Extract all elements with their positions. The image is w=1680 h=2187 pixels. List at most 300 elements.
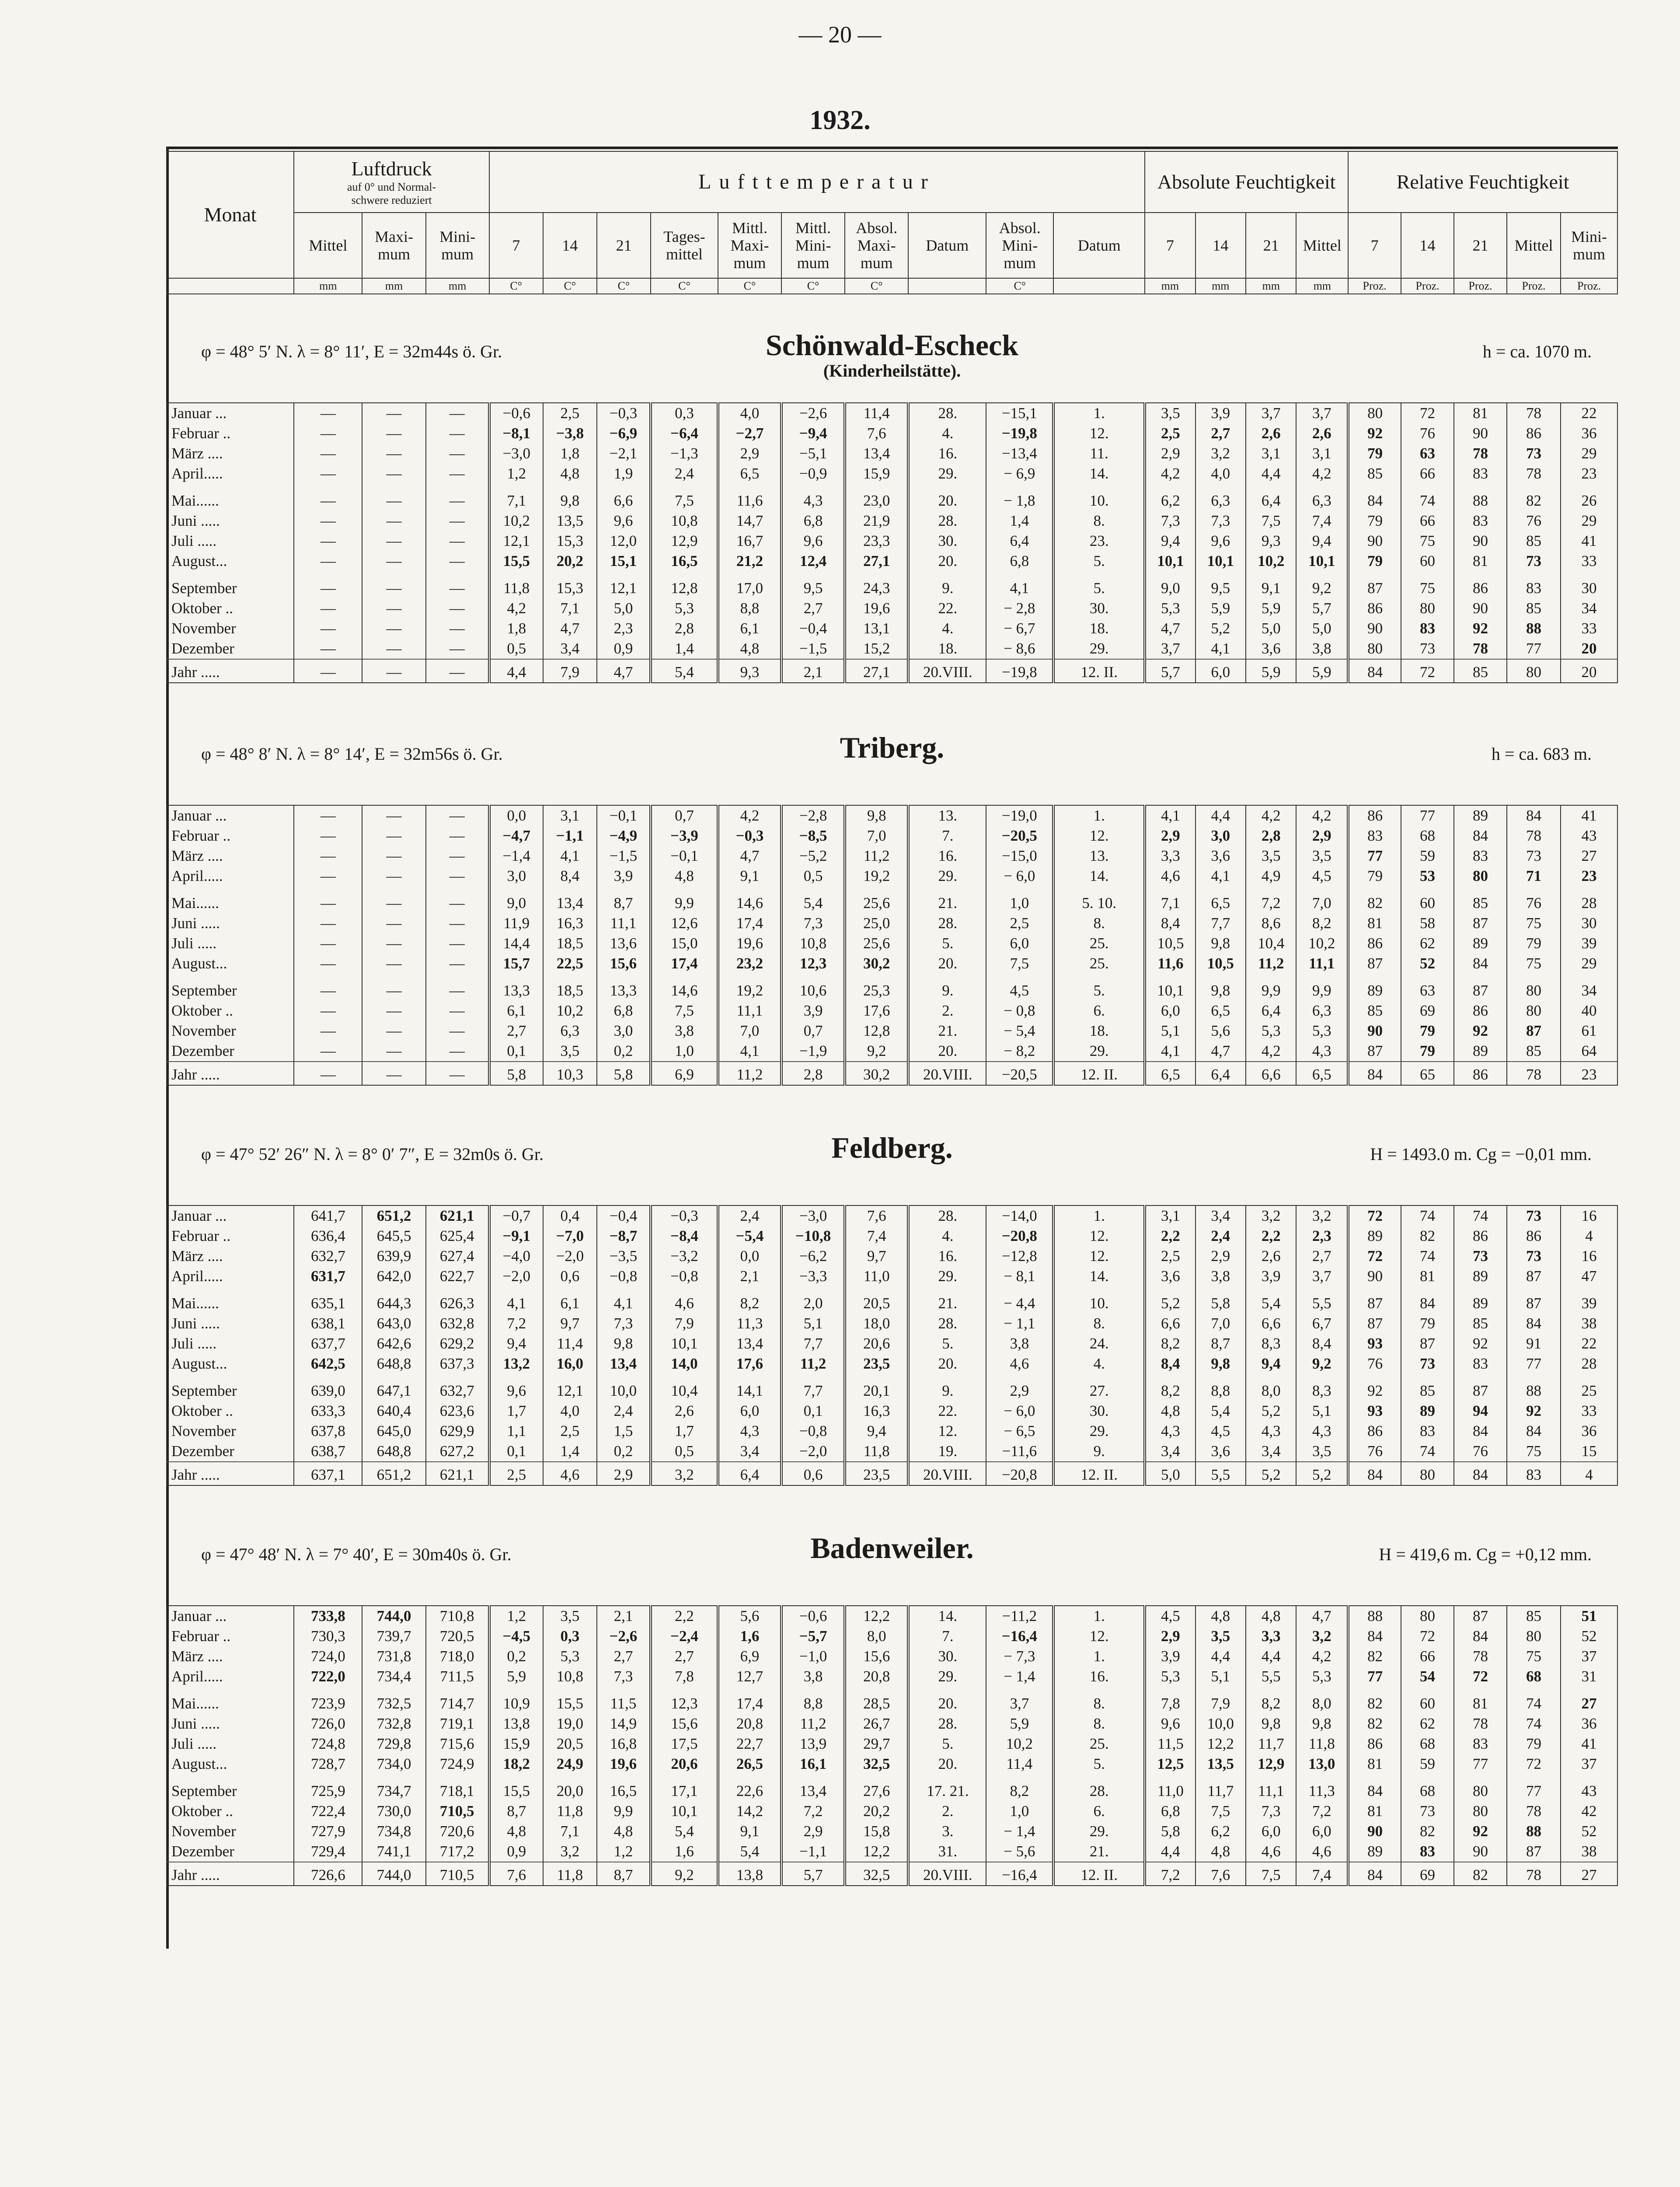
table-cell: 20,6 (845, 1334, 908, 1354)
month-cell: März .... (167, 444, 294, 464)
table-cell: 5,0 (597, 598, 651, 618)
table-cell: 87 (1454, 1374, 1507, 1401)
table-cell: 13,9 (781, 1734, 845, 1754)
table-cell: 16,8 (597, 1734, 651, 1754)
table-cell: 66 (1401, 464, 1454, 484)
table-cell: 4,0 (1196, 464, 1246, 484)
table-cell: 14,2 (718, 1801, 781, 1821)
table-cell: 1,4 (651, 639, 718, 659)
table-cell: −2,0 (489, 1266, 543, 1286)
table-cell: 725,9 (294, 1774, 362, 1801)
table-cell: − 1,4 (986, 1821, 1053, 1841)
table-cell: 9,6 (1145, 1714, 1195, 1734)
table-cell: 87 (1348, 571, 1401, 598)
table-cell: 2,3 (1296, 1226, 1348, 1246)
table-cell: 82 (1348, 1687, 1401, 1714)
table-cell: 0,5 (781, 866, 845, 886)
month-cell: Januar ... (167, 1606, 294, 1626)
table-row (167, 954, 1617, 974)
table-cell: 7,9 (543, 659, 597, 683)
table-cell: 8. (1053, 1314, 1145, 1334)
table-cell: 6,4 (1246, 484, 1296, 511)
table-cell: 15,2 (845, 639, 908, 659)
table-cell: 9,2 (845, 1041, 908, 1062)
table-cell: 15,5 (489, 1774, 543, 1801)
table-cell: — (362, 866, 425, 886)
unit-cell: mm (1296, 278, 1348, 294)
table-cell: 2,9 (986, 1374, 1053, 1401)
table-cell: 29. (908, 866, 986, 886)
table-cell: — (362, 1062, 425, 1085)
table-cell: 13,4 (845, 444, 908, 464)
table-cell: 1,6 (718, 1626, 781, 1646)
table-cell: 3,1 (1296, 444, 1348, 464)
unit-cell: mm (362, 278, 425, 294)
table-cell: 79 (1401, 1021, 1454, 1041)
table-cell: 7,6 (1196, 1862, 1246, 1886)
month-cell: Juni ..... (167, 511, 294, 531)
table-cell: 3,4 (718, 1441, 781, 1462)
table-cell: — (426, 571, 489, 598)
table-cell: 9. (908, 1374, 986, 1401)
table-cell: 3,3 (1246, 1626, 1296, 1646)
table-cell: 5,4 (651, 659, 718, 683)
table-cell: 1,0 (986, 886, 1053, 913)
table-cell: −0,6 (489, 403, 543, 423)
table-cell: 0,7 (781, 1021, 845, 1041)
table-cell: 20. (908, 551, 986, 571)
table-cell: 6,1 (718, 618, 781, 639)
table-cell: −14,0 (986, 1205, 1053, 1226)
table-cell: 2,8 (651, 618, 718, 639)
table-cell: 28. (908, 913, 986, 933)
table-cell: 14,6 (718, 886, 781, 913)
table-cell: 4,8 (1196, 1606, 1246, 1626)
table-cell: 9,9 (1296, 974, 1348, 1001)
table-cell: 4,6 (1145, 866, 1195, 886)
table-cell: 5,2 (1246, 1462, 1296, 1485)
table-cell: 3,4 (1196, 1205, 1246, 1226)
table-cell: 84 (1507, 1314, 1561, 1334)
table-cell: 0,0 (718, 1246, 781, 1266)
table-cell: 3,0 (1196, 826, 1246, 846)
table-cell: — (294, 571, 362, 598)
table-cell: 8,2 (718, 1286, 781, 1314)
table-cell: 3,7 (986, 1687, 1053, 1714)
table-cell: 3,6 (1196, 846, 1246, 866)
table-cell: −19,0 (986, 805, 1053, 826)
table-row (167, 826, 1617, 846)
table-cell: 78 (1507, 403, 1561, 423)
table-cell: 5,4 (781, 886, 845, 913)
table-cell: 87 (1507, 1286, 1561, 1314)
table-cell: 85 (1454, 1314, 1507, 1334)
table-row (167, 1462, 1617, 1485)
table-cell: −0,3 (718, 826, 781, 846)
month-cell: Jahr ..... (167, 659, 294, 683)
table-cell: 90 (1454, 598, 1507, 618)
table-cell: 730,3 (294, 1626, 362, 1646)
table-cell: 17,5 (651, 1734, 718, 1754)
table-cell: 642,0 (362, 1266, 425, 1286)
table-cell: 86 (1507, 1226, 1561, 1246)
table-cell: 25. (1053, 954, 1145, 974)
table-cell: 1,4 (543, 1441, 597, 1462)
table-cell: 87 (1401, 1334, 1454, 1354)
table-cell: −16,4 (986, 1862, 1053, 1886)
table-cell: 4,2 (1296, 464, 1348, 484)
col-temp-7: 7 (489, 213, 543, 278)
table-cell: 83 (1401, 1421, 1454, 1441)
table-cell: 4,3 (1246, 1421, 1296, 1441)
table-cell: 15,6 (597, 954, 651, 974)
month-cell: Mai...... (167, 1687, 294, 1714)
table-cell: 36 (1561, 1421, 1617, 1441)
table-cell: 651,2 (362, 1462, 425, 1485)
table-cell: 3,8 (1196, 1266, 1246, 1286)
table-cell: — (426, 444, 489, 464)
table-cell: 28,5 (845, 1687, 908, 1714)
table-cell: 78 (1454, 444, 1507, 464)
table-cell: 3,5 (1296, 846, 1348, 866)
table-cell: 29. (1053, 1041, 1145, 1062)
table-cell: 623,6 (426, 1401, 489, 1421)
table-cell: 18,5 (543, 933, 597, 954)
table-cell: — (294, 1041, 362, 1062)
table-cell: 5,9 (1296, 659, 1348, 683)
table-cell: 84 (1348, 1626, 1401, 1646)
table-cell: 734,7 (362, 1774, 425, 1801)
table-row (167, 1774, 1617, 1801)
table-cell: 10,0 (1196, 1714, 1246, 1734)
table-cell: 84 (1348, 1062, 1401, 1085)
table-cell: 10,2 (543, 1001, 597, 1021)
table-cell: 28. (908, 1714, 986, 1734)
table-cell: 72 (1401, 1626, 1454, 1646)
table-cell: −11,6 (986, 1441, 1053, 1462)
table-cell: 14,1 (718, 1374, 781, 1401)
table-cell: 6,0 (1196, 659, 1246, 683)
table-cell: 9,1 (1246, 571, 1296, 598)
table-cell: 9,0 (1145, 571, 1195, 598)
table-cell: 11,3 (718, 1314, 781, 1334)
col-datum-min: Datum (1053, 213, 1145, 278)
table-cell: 642,6 (362, 1334, 425, 1354)
table-cell: — (426, 618, 489, 639)
table-cell: 10,1 (1296, 551, 1348, 571)
table-cell: −0,3 (597, 403, 651, 423)
col-abs-21: 21 (1246, 213, 1296, 278)
table-cell: — (426, 598, 489, 618)
table-cell: 90 (1348, 531, 1401, 551)
table-cell: 6,2 (1196, 1821, 1246, 1841)
table-cell: 5,4 (651, 1821, 718, 1841)
table-cell: −3,8 (543, 423, 597, 444)
station-header (166, 726, 1618, 774)
table-cell: 732,5 (362, 1687, 425, 1714)
table-cell: 3,8 (1296, 639, 1348, 659)
table-cell: 5,4 (1246, 1286, 1296, 1314)
table-cell: 4,9 (1246, 866, 1296, 886)
table-cell: 2,1 (718, 1266, 781, 1286)
table-cell: 8,7 (597, 886, 651, 913)
table-cell: 3,9 (1246, 1266, 1296, 1286)
table-cell: — (362, 598, 425, 618)
table-cell: 7,7 (1196, 913, 1246, 933)
table-cell: 12. (1053, 826, 1145, 846)
table-cell: 89 (1454, 805, 1507, 826)
table-cell: 2,7 (1196, 423, 1246, 444)
table-cell: 20.VIII. (908, 1862, 986, 1886)
table-cell: 10,1 (651, 1334, 718, 1354)
table-cell: 11,2 (1246, 954, 1296, 974)
table-cell: 0,2 (597, 1441, 651, 1462)
table-cell: 723,9 (294, 1687, 362, 1714)
table-row (167, 659, 1617, 683)
table-cell: 4,3 (1296, 1041, 1348, 1062)
table-cell: 60 (1401, 551, 1454, 571)
table-cell: 20. (908, 484, 986, 511)
table-cell: 74 (1401, 1205, 1454, 1226)
table-cell: 86 (1348, 1734, 1401, 1754)
table-cell: 12,1 (489, 531, 543, 551)
table-row (167, 805, 1617, 826)
table-cell: −10,8 (781, 1226, 845, 1246)
col-mittl-maximum: Mittl. Maxi-mum (718, 213, 781, 278)
table-cell: 33 (1561, 618, 1617, 639)
table-cell: 15,9 (489, 1734, 543, 1754)
table-cell: 13,1 (845, 618, 908, 639)
table-cell: 4,6 (1296, 1841, 1348, 1862)
table-cell: 640,4 (362, 1401, 425, 1421)
table-cell: −0,7 (489, 1205, 543, 1226)
table-cell: 724,8 (294, 1734, 362, 1754)
table-cell: 5,3 (1145, 1666, 1195, 1687)
table-cell: 7,2 (1145, 1862, 1195, 1886)
month-cell: Januar ... (167, 403, 294, 423)
table-row (167, 1286, 1617, 1314)
table-cell: 11,8 (1296, 1734, 1348, 1754)
table-cell: 60 (1401, 886, 1454, 913)
table-cell: 10,9 (489, 1687, 543, 1714)
table-cell: 3,6 (1145, 1266, 1195, 1286)
table-cell: − 6,0 (986, 866, 1053, 886)
table-cell: − 6,0 (986, 1401, 1053, 1421)
table-row (167, 866, 1617, 886)
table-cell: −4,5 (489, 1626, 543, 1646)
col-rel-14: 14 (1401, 213, 1454, 278)
table-cell: 636,4 (294, 1226, 362, 1246)
table-cell: 13,4 (597, 1354, 651, 1374)
table-cell: 59 (1401, 846, 1454, 866)
table-cell: 73 (1507, 1205, 1561, 1226)
table-cell: — (426, 551, 489, 571)
table-cell: 6,5 (718, 464, 781, 484)
col-mittl-minimum: Mittl. Mini-mum (781, 213, 845, 278)
table-cell: −20,8 (986, 1462, 1053, 1485)
table-cell: 6. (1053, 1001, 1145, 1021)
table-cell: 13,3 (597, 974, 651, 1001)
table-cell: — (362, 846, 425, 866)
table-cell: — (426, 826, 489, 846)
unit-cell (1053, 278, 1145, 294)
table-cell: 6,8 (781, 511, 845, 531)
table-cell: − 6,9 (986, 464, 1053, 484)
table-cell: 5,5 (1296, 1286, 1348, 1314)
table-cell: 10,8 (781, 933, 845, 954)
table-cell: 68 (1507, 1666, 1561, 1687)
month-cell: November (167, 618, 294, 639)
table-cell: 9,4 (845, 1421, 908, 1441)
table-cell: 8. (1053, 913, 1145, 933)
table-row (167, 1021, 1617, 1041)
table-cell: — (426, 659, 489, 683)
table-cell: 3,1 (543, 805, 597, 826)
table-cell: 732,8 (362, 1714, 425, 1734)
table-cell: 734,4 (362, 1666, 425, 1687)
table-cell: 18. (1053, 618, 1145, 639)
table-cell: 79 (1401, 1314, 1454, 1334)
table-cell: 720,6 (426, 1821, 489, 1841)
table-cell: 0,2 (489, 1646, 543, 1666)
table-cell: 12. II. (1053, 1462, 1145, 1485)
table-cell: 17. 21. (908, 1774, 986, 1801)
month-cell: August... (167, 954, 294, 974)
table-cell: 84 (1348, 659, 1401, 683)
table-cell: 13,5 (1196, 1754, 1246, 1774)
table-cell: 3,6 (1246, 639, 1296, 659)
table-cell: 14. (908, 1606, 986, 1626)
table-cell: 730,0 (362, 1801, 425, 1821)
table-cell: 23,3 (845, 531, 908, 551)
table-cell: 4,8 (651, 866, 718, 886)
table-cell: — (294, 403, 362, 423)
table-row (167, 511, 1617, 531)
table-cell: 73 (1507, 1246, 1561, 1266)
table-cell: 2,9 (1145, 1626, 1195, 1646)
table-cell: 9. (908, 974, 986, 1001)
table-cell: 4,8 (1246, 1606, 1296, 1626)
table-cell: 728,7 (294, 1754, 362, 1774)
table-cell: 6,6 (1246, 1314, 1296, 1334)
table-cell: 83 (1348, 826, 1401, 846)
table-cell: 85 (1401, 1374, 1454, 1401)
table-cell: — (362, 618, 425, 639)
table-cell: 80 (1401, 1606, 1454, 1626)
table-cell: 89 (1454, 1286, 1507, 1314)
table-cell: — (426, 974, 489, 1001)
table-cell: −9,4 (781, 423, 845, 444)
table-cell: 10,1 (1145, 551, 1195, 571)
table-cell: 5. (1053, 974, 1145, 1001)
table-cell: −2,6 (597, 1626, 651, 1646)
table-cell: 11,1 (1246, 1774, 1296, 1801)
table-cell: 23. (1053, 531, 1145, 551)
table-cell: −20,8 (986, 1226, 1053, 1246)
table-cell: — (294, 639, 362, 659)
table-cell: 4,8 (489, 1821, 543, 1841)
table-cell: — (294, 826, 362, 846)
table-cell: 3,1 (1145, 1205, 1195, 1226)
table-cell: 5,6 (1196, 1021, 1246, 1041)
table-cell: 10,2 (986, 1734, 1053, 1754)
table-cell: 9,8 (1246, 1714, 1296, 1734)
table-cell: 5. (1053, 1754, 1145, 1774)
table-cell: −8,5 (781, 826, 845, 846)
table-cell: 729,8 (362, 1734, 425, 1754)
table-cell: 19,6 (845, 598, 908, 618)
table-row (167, 1226, 1617, 1246)
table-cell: 7,7 (781, 1334, 845, 1354)
table-cell: 9,9 (597, 1801, 651, 1821)
table-cell: 10,1 (1196, 551, 1246, 571)
table-cell: 5,1 (1196, 1666, 1246, 1687)
col-abs-7: 7 (1145, 213, 1195, 278)
table-cell: 23,5 (845, 1354, 908, 1374)
table-cell: −8,7 (597, 1226, 651, 1246)
table-row (167, 484, 1617, 511)
month-cell: Juli ..... (167, 1734, 294, 1754)
table-cell: 74 (1401, 1441, 1454, 1462)
table-cell: 89 (1454, 933, 1507, 954)
table-cell: −3,0 (489, 444, 543, 464)
table-cell: 4. (908, 618, 986, 639)
table-cell: −1,5 (781, 639, 845, 659)
station-coordinates: φ = 47° 52′ 26″ N. λ = 8° 0′ 7″, E = 32m0s ö. Gr. (201, 1144, 544, 1164)
unit-cell: mm (294, 278, 362, 294)
table-row (167, 531, 1617, 551)
month-cell: März .... (167, 1646, 294, 1666)
table-cell: 7,0 (718, 1021, 781, 1041)
table-cell: 16. (908, 1246, 986, 1266)
col-rel-21: 21 (1454, 213, 1507, 278)
table-cell: 84 (1348, 1462, 1401, 1485)
table-cell: 9,8 (1296, 1714, 1348, 1734)
table-cell: −1,5 (597, 846, 651, 866)
station-table (166, 402, 1618, 683)
table-cell: 4,4 (1196, 1646, 1246, 1666)
table-cell: 724,0 (294, 1646, 362, 1666)
table-cell: 18. (1053, 1021, 1145, 1041)
station-header (166, 1126, 1618, 1174)
table-cell: 6,6 (1145, 1314, 1195, 1334)
table-cell: 84 (1454, 1626, 1507, 1646)
table-cell: − 8,6 (986, 639, 1053, 659)
table-row (167, 846, 1617, 866)
table-cell: 84 (1507, 1421, 1561, 1441)
table-cell: 4,5 (1196, 1421, 1246, 1441)
table-cell: 637,1 (294, 1462, 362, 1485)
table-cell: 42 (1561, 1801, 1617, 1821)
table-cell: 22. (908, 598, 986, 618)
table-cell: 19,6 (597, 1754, 651, 1774)
table-cell: 85 (1507, 531, 1561, 551)
table-cell: 87 (1348, 954, 1401, 974)
table-cell: 734,8 (362, 1821, 425, 1841)
table-cell: 7,5 (651, 1001, 718, 1021)
table-cell: 85 (1348, 1001, 1401, 1021)
table-cell: 7,2 (1296, 1801, 1348, 1821)
table-cell: 12. II. (1053, 659, 1145, 683)
table-cell: 7,5 (1246, 1862, 1296, 1886)
table-cell: 69 (1401, 1001, 1454, 1021)
table-cell: 21,9 (845, 511, 908, 531)
table-cell: 73 (1401, 1354, 1454, 1374)
table-cell: 18,2 (489, 1754, 543, 1774)
table-cell: 720,5 (426, 1626, 489, 1646)
table-cell: 4,2 (1296, 805, 1348, 826)
month-cell: Juli ..... (167, 933, 294, 954)
